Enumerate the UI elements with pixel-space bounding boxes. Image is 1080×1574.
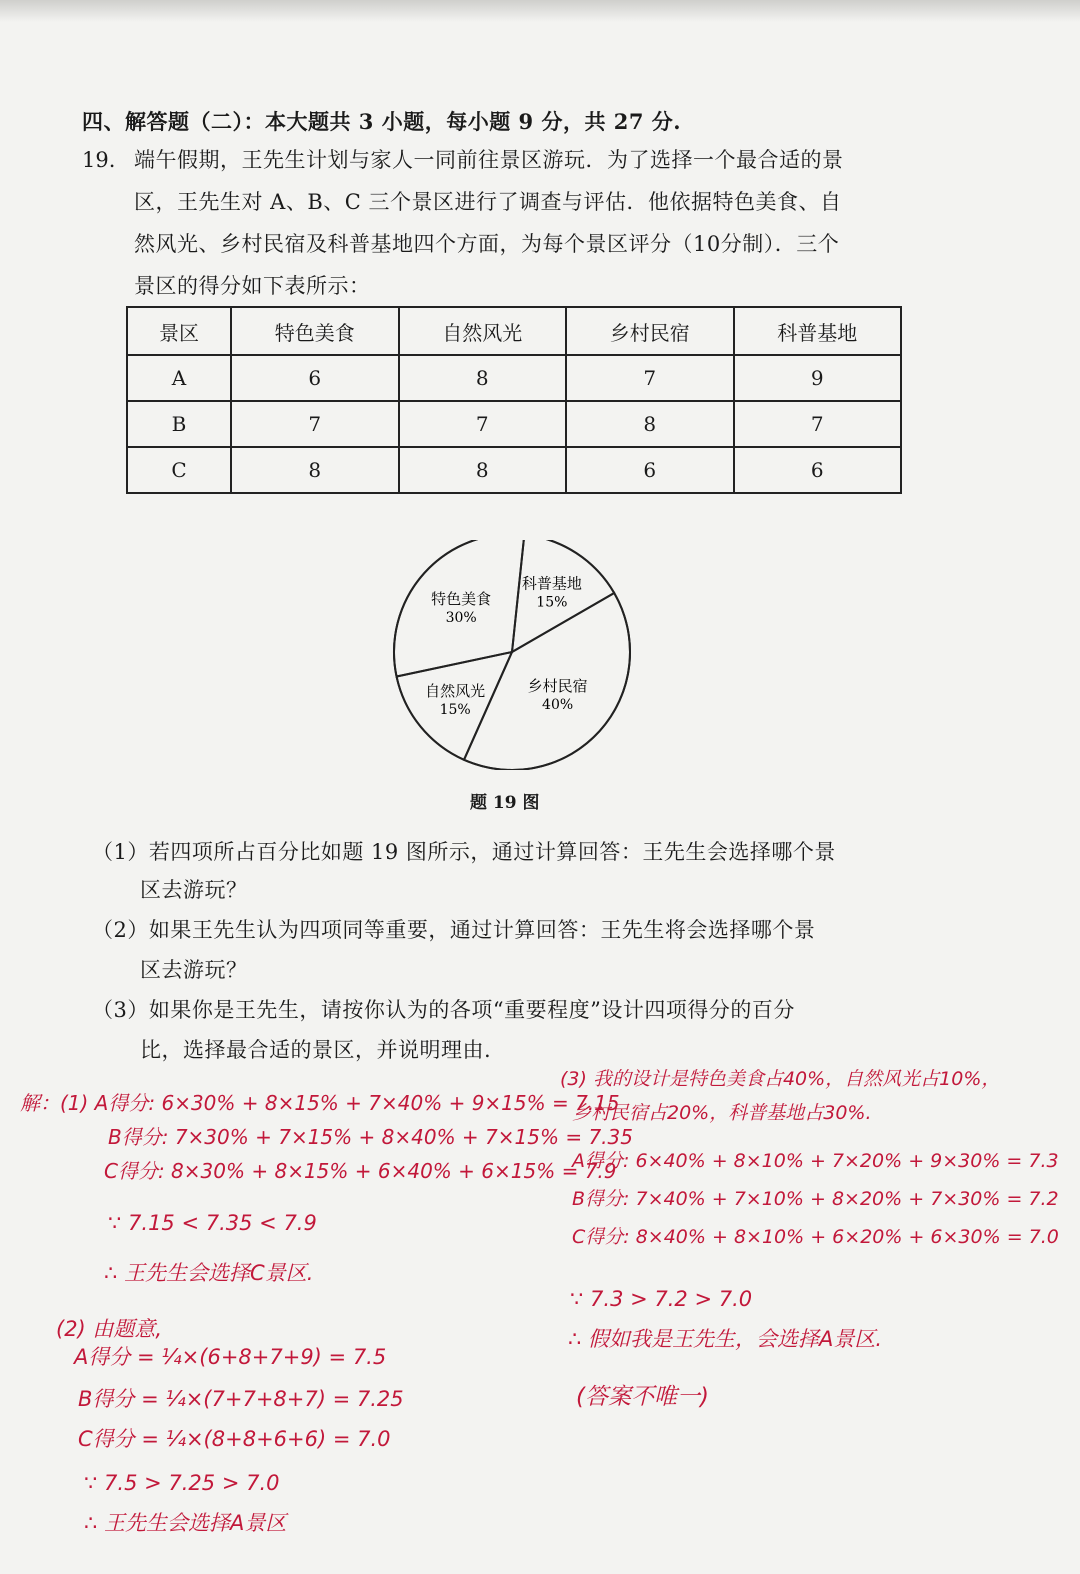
handwritten-line: ∴ 王先生会选择C景区. (104, 1261, 314, 1285)
handwritten-line: ∵ 7.15 < 7.35 < 7.9 (108, 1211, 317, 1235)
handwritten-line: ∴ 王先生会选择A景区 (84, 1511, 287, 1535)
table-row (127, 447, 901, 493)
pie-slice-percent: 15% (536, 594, 568, 611)
table-cell: 7 (231, 401, 399, 447)
table-cell: 6 (566, 447, 734, 493)
table-header: 乡村民宿 (566, 307, 734, 355)
handwritten-line: B得分: 7×40% + 7×10% + 8×20% + 7×30% = 7.2 (572, 1188, 1059, 1210)
handwritten-line: 乡村民宿占20%，科普基地占30%. (572, 1102, 872, 1124)
table-cell: 7 (399, 401, 567, 447)
pie-slice-percent: 15% (439, 702, 471, 719)
handwritten-line: ∵ 7.5 > 7.25 > 7.0 (84, 1471, 280, 1495)
table-cell: C (127, 447, 231, 493)
question-line: 然风光、乡村民宿及科普基地四个方面，为每个景区评分（10分制）．三个 (134, 232, 840, 256)
handwritten-line: ∵ 7.3 > 7.2 > 7.0 (570, 1287, 753, 1311)
table-cell: 8 (399, 447, 567, 493)
section-heading: 四、解答题（二）：本大题共 3 小题，每小题 9 分，共 27 分. (82, 109, 682, 134)
question-line: 区，王先生对 A、B、C 三个景区进行了调查与评估．他依据特色美食、自 (134, 190, 842, 214)
table-cell: A (127, 355, 231, 401)
subquestion-3-cont: 比，选择最合适的景区，并说明理由. (140, 1038, 492, 1062)
handwritten-line: C得分 = ¼×(8+8+6+6) = 7.0 (78, 1427, 391, 1451)
question-line: 端午假期，王先生计划与家人一同前往景区游玩．为了选择一个最合适的景 (134, 148, 844, 172)
handwritten-line: ∴ 假如我是王先生，会选择A景区. (568, 1327, 883, 1351)
handwritten-line: B得分: 7×30% + 7×15% + 8×40% + 7×15% = 7.35 (108, 1125, 633, 1149)
table-cell: 7 (734, 401, 902, 447)
handwritten-line: C得分: 8×40% + 8×10% + 6×20% + 6×30% = 7.0 (572, 1226, 1059, 1248)
table-cell: 7 (566, 355, 734, 401)
pie-chart (382, 540, 642, 770)
pie-slice-label: 乡村民宿 (527, 677, 588, 696)
table-cell: B (127, 401, 231, 447)
table-cell: 8 (231, 447, 399, 493)
handwritten-line: (2) 由题意, (56, 1317, 163, 1341)
handwritten-line: C得分: 8×30% + 8×15% + 6×40% + 6×15% = 7.9 (104, 1159, 617, 1183)
handwritten-line: 解：(1) A得分: 6×30% + 8×15% + 7×40% + 9×15% = 7.15 (20, 1091, 620, 1115)
subquestion-3: （3）如果你是王先生，请按你认为的各项“重要程度”设计四项得分的百分 (92, 998, 795, 1022)
pie-slice-label: 自然风光 (425, 682, 486, 701)
figure-caption: 题 19 图 (470, 793, 540, 813)
subquestion-1: （1）若四项所占百分比如题 19 图所示，通过计算回答：王先生会选择哪个景 (92, 840, 836, 864)
subquestion-2-cont: 区去游玩？ (140, 958, 248, 982)
pie-slice-percent: 30% (445, 610, 477, 627)
pie-slice-label: 特色美食 (431, 590, 492, 609)
score-table (126, 306, 902, 494)
pie-slice-percent: 40% (542, 697, 574, 714)
handwritten-line: A得分: 6×40% + 8×10% + 7×20% + 9×30% = 7.3 (572, 1150, 1059, 1172)
handwritten-line: A得分 = ¼×(6+8+7+9) = 7.5 (74, 1345, 387, 1369)
subquestion-1-cont: 区去游玩？ (140, 878, 248, 902)
table-header: 景区 (127, 307, 231, 355)
handwritten-line: B得分 = ¼×(7+7+8+7) = 7.25 (78, 1387, 404, 1411)
handwritten-line: (3) 我的设计是特色美食占40%，自然风光占10%， (560, 1068, 1001, 1090)
table-cell: 8 (566, 401, 734, 447)
page-edge-shadow (0, 0, 1080, 22)
table-cell: 8 (399, 355, 567, 401)
question-line: 景区的得分如下表所示： (134, 274, 371, 298)
subquestion-2: （2）如果王先生认为四项同等重要，通过计算回答：王先生将会选择哪个景 (92, 918, 816, 942)
handwritten-line: (答案不唯一) (576, 1384, 709, 1410)
question-number: 19. (82, 148, 116, 172)
table-header: 特色美食 (231, 307, 399, 355)
table-header: 科普基地 (734, 307, 902, 355)
table-header: 自然风光 (399, 307, 567, 355)
table-cell: 6 (231, 355, 399, 401)
table-cell: 6 (734, 447, 902, 493)
table-row (127, 401, 901, 447)
pie-slice-label: 科普基地 (521, 574, 582, 593)
table-cell: 9 (734, 355, 902, 401)
table-row (127, 355, 901, 401)
table-header-row (127, 307, 901, 355)
